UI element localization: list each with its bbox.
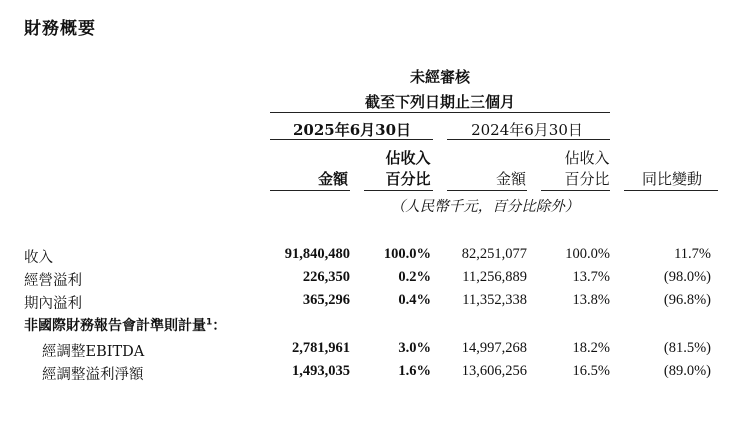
amount-2024: 11,352,338 <box>462 292 527 308</box>
amount-2024: 13,606,256 <box>461 363 527 379</box>
amount-2024: 14,997,268 <box>461 340 527 356</box>
amount-2025: 2,781,961 <box>292 340 350 356</box>
yoy-change: (98.0%) <box>663 269 711 285</box>
pct-2025: 0.2% <box>398 269 431 285</box>
amount-2025-header: 金額 <box>317 170 349 188</box>
pct-2024-header-line2: 百分比 <box>564 170 610 188</box>
period-header: 截至下列日期止三個月 <box>364 93 516 111</box>
pct-2025-header-line1: 佔收入 <box>385 149 431 167</box>
date-2024-rule <box>447 139 610 140</box>
yoy-change: (81.5%) <box>663 340 711 356</box>
row-label: 期內溢利 <box>24 296 82 312</box>
pct-2024: 16.5% <box>572 363 610 379</box>
amount-2025-rule <box>270 190 350 191</box>
yoy-header: 同比變動 <box>641 170 703 188</box>
period-rule <box>270 112 610 113</box>
footnote-marker: 1 <box>206 317 213 328</box>
pct-2025: 1.6% <box>398 363 431 379</box>
unit-note: （人民幣千元，百分比除外） <box>390 199 580 215</box>
amount-2024: 82,251,077 <box>461 246 527 262</box>
pct-2025-header-line2: 百分比 <box>385 170 431 188</box>
yoy-change: (89.0%) <box>663 363 711 379</box>
pct-2024-header-line1: 佔收入 <box>564 149 610 167</box>
row-label: 經調整溢利淨額 <box>42 367 144 383</box>
date-2025-header: 2025年6月30日 <box>292 121 412 139</box>
yoy-rule <box>624 190 718 191</box>
amount-2025: 226,350 <box>302 269 350 285</box>
row-label: 經營溢利 <box>24 273 82 289</box>
pct-2024: 13.8% <box>572 292 610 308</box>
section-title: 財務概要 <box>24 19 96 39</box>
pct-2025: 3.0% <box>398 340 431 356</box>
pct-2025: 0.4% <box>398 292 431 308</box>
amount-2024: 11,256,889 <box>462 269 527 285</box>
non-ifrs-heading <box>24 315 226 335</box>
date-2024-header: 2024年6月30日 <box>471 121 583 139</box>
amount-2025: 1,493,035 <box>292 363 350 379</box>
non-ifrs-heading-suffix: ： <box>212 318 227 334</box>
pct-2024: 18.2% <box>572 340 610 356</box>
pct-2024: 100.0% <box>565 246 610 262</box>
row-label: 經調整EBITDA <box>42 344 145 360</box>
amount-2025: 365,296 <box>302 292 350 308</box>
yoy-change: (96.8%) <box>663 292 711 308</box>
non-ifrs-heading-text: 非國際財務報告會計準則計量 <box>24 318 206 334</box>
pct-2025: 100.0% <box>383 246 431 262</box>
amount-2024-header: 金額 <box>495 170 527 188</box>
yoy-change: 11.7% <box>674 246 711 262</box>
date-2025-rule <box>270 139 433 140</box>
pct-2024: 13.7% <box>572 269 610 285</box>
row-label: 收入 <box>24 250 53 266</box>
amount-2024-rule <box>447 190 527 191</box>
pct-2025-rule <box>364 190 433 191</box>
pct-2024-rule <box>541 190 610 191</box>
unaudited-header: 未經審核 <box>409 68 471 86</box>
amount-2025: 91,840,480 <box>284 246 350 262</box>
